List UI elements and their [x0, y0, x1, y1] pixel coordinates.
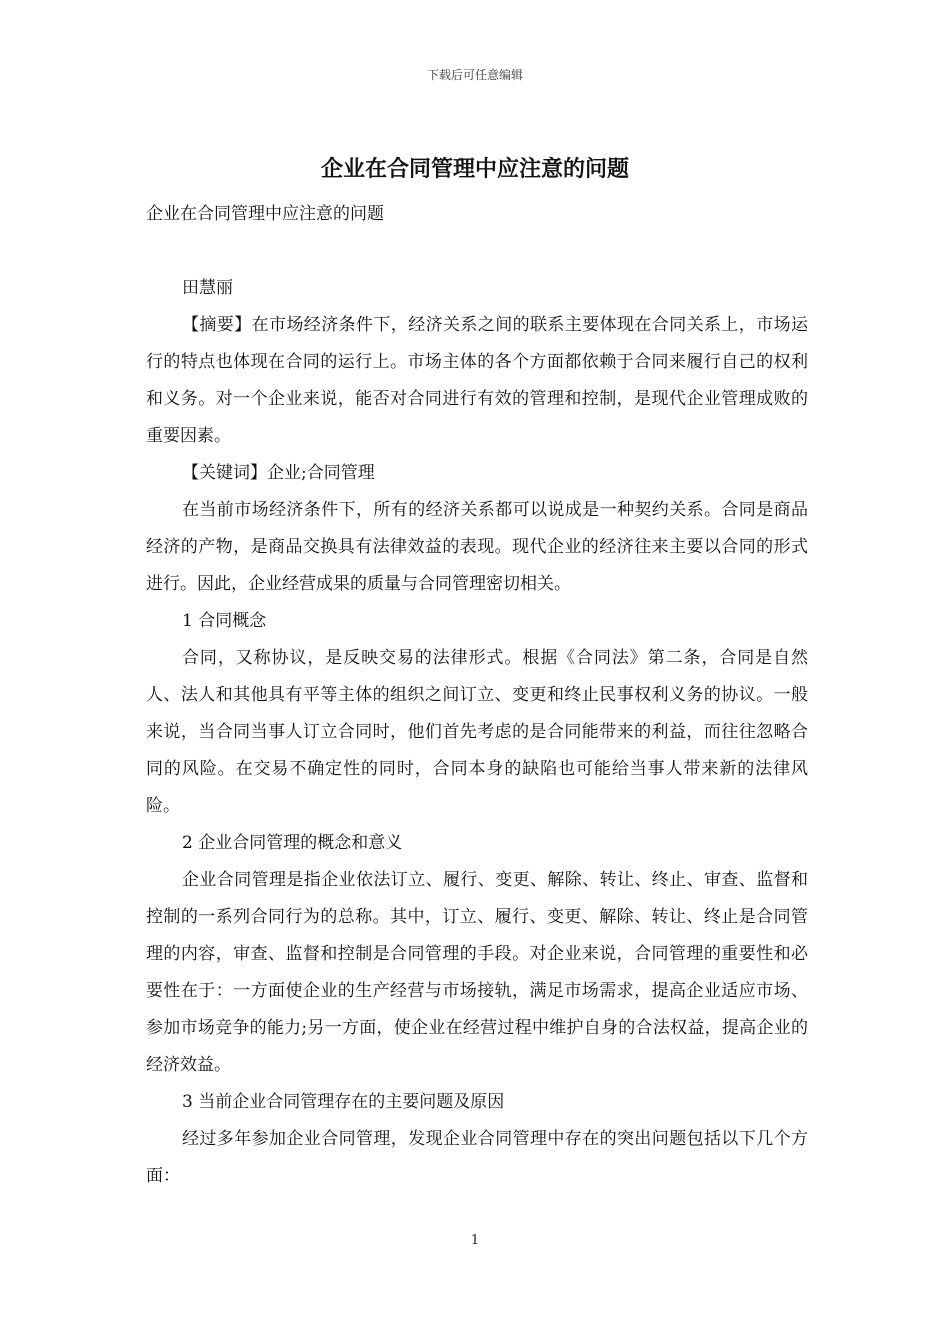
intro-paragraph: 在当前市场经济条件下，所有的经济关系都可以说成是一种契约关系。合同是商品经济的产物，是商品交换具有法律效益的表现。现代企业的经济往来主要以合同的形式进行。因此，企业经营成果的质量与合同管理密切相关。	[146, 500, 808, 594]
section-1-heading: 1 合同概念	[182, 611, 267, 631]
section-2-body: 企业合同管理是指企业依法订立、履行、变更、解除、转让、终止、审查、监督和控制的一系列合同行为的总称。其中，订立、履行、变更、解除、转让、终止是合同管理的内容，审查、监督和控制是合同管理的手段。对企业来说，合同管理的重要性和必要性在于：一方面使企业的生产经营与市场接轨，满足市场需求，提高企业适应市场、参加市场竞争的能力;另一方面，使企业在经营过程中维护自身的合法权益，提高企业的经济效益。	[146, 870, 808, 1075]
section-2-heading: 2 企业合同管理的概念和意义	[182, 833, 403, 853]
page-number: 1	[470, 1233, 480, 1248]
blank-line	[146, 233, 808, 270]
author: 田慧丽	[182, 278, 233, 298]
section-3-heading: 3 当前企业合同管理存在的主要问题及原因	[182, 1092, 505, 1112]
abstract-paragraph: 【摘要】在市场经济条件下，经济关系之间的联系主要体现在合同关系上，市场运行的特点也体现在合同的运行上。市场主体的各个方面都依赖于合同来履行自己的权利和义务。对一个企业来说，能否对合同进行有效的管理和控制，是现代企业管理成败的重要因素。	[146, 315, 808, 446]
document-title: 企业在合同管理中应注意的问题	[320, 157, 629, 182]
section-1-body: 合同，又称协议，是反映交易的法律形式。根据《合同法》第二条，合同是自然人、法人和其他具有平等主体的组织之间订立、变更和终止民事权利义务的协议。一般来说，当合同当事人订立合同时，他们首先考虑的是合同能带来的利益，而往往忽略合同的风险。在交易不确定性的同时，合同本身的缺陷也可能给当事人带来新的法律风险。	[146, 648, 808, 816]
document-body	[146, 196, 808, 1195]
subtitle: 企业在合同管理中应注意的问题	[146, 204, 384, 224]
section-3-body: 经过多年参加企业合同管理，发现企业合同管理中存在的突出问题包括以下几个方面：	[146, 1129, 808, 1186]
page-header: 下载后可任意编辑	[426, 68, 523, 82]
keywords-paragraph: 【关键词】企业;合同管理	[182, 463, 375, 483]
